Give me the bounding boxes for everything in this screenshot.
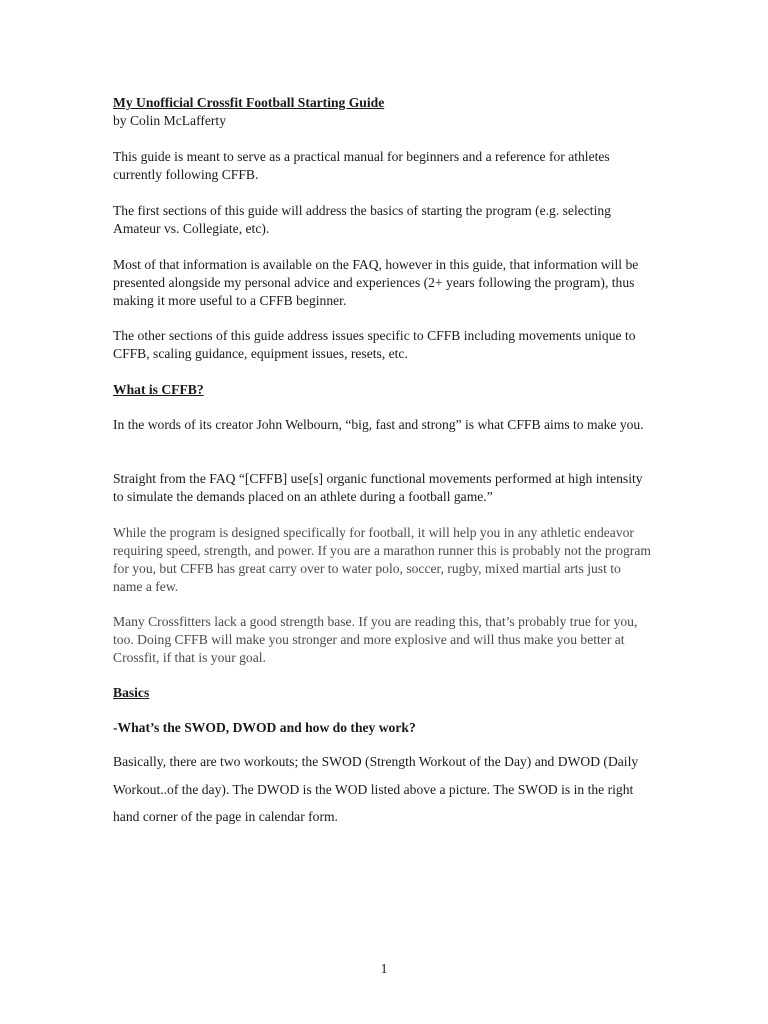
page-number: 1 — [380, 961, 388, 976]
what-is-cffb-heading: What is CFFB? — [113, 382, 204, 397]
what-is-paragraph-1: In the words of its creator John Welbourn, “big, fast and strong” is what CFFB aims to make you. — [113, 417, 644, 432]
intro-paragraph-4: The other sections of this guide address issues specific to CFFB including movements unique to CFFB, scaling guidance, equipment issues, resets, etc. — [113, 328, 636, 361]
swod-dwod-heading: -What’s the SWOD, DWOD and how do they work? — [113, 720, 416, 735]
what-is-paragraph-4: Many Crossfitters lack a good strength base. If you are reading this, that’s probably true for you, too. Doing CFFB will make you stronger and more explosive and will thus make you better at Crossfit, if that is your goal. — [113, 614, 638, 665]
what-is-paragraph-3: While the program is designed specifically for football, it will help you in any athletic endeavor requiring speed, strength, and power. If you are a marathon runner this is probably not the program for you, but CFFB has great carry over to water polo, soccer, rugby, mixed martial arts just to name a few. — [113, 525, 651, 594]
document-author: by Colin McLafferty — [113, 113, 227, 128]
swod-dwod-paragraph: Basically, there are two workouts; the SWOD (Strength Workout of the Day) and DWOD (Daily Workout..of the day). The DWOD is the WOD listed above a picture. The SWOD is in the right hand corner of the page in calendar form. — [113, 754, 639, 824]
basics-heading: Basics — [113, 685, 150, 700]
what-is-paragraph-2: Straight from the FAQ “[CFFB] use[s] organic functional movements performed at high intensity to simulate the demands placed on an athlete during a football game.” — [113, 471, 643, 504]
intro-paragraph-1: This guide is meant to serve as a practical manual for beginners and a reference for athletes currently following CFFB. — [113, 149, 610, 182]
intro-paragraph-3: Most of that information is available on the FAQ, however in this guide, that information will be presented alongside my personal advice and experiences (2+ years following the program), thus making it more useful to a CFFB beginner. — [113, 257, 639, 308]
intro-paragraph-2: The first sections of this guide will address the basics of starting the program (e.g. selecting Amateur vs. Collegiate, etc). — [113, 203, 611, 236]
document-title: My Unofficial Crossfit Football Starting Guide — [113, 95, 385, 110]
